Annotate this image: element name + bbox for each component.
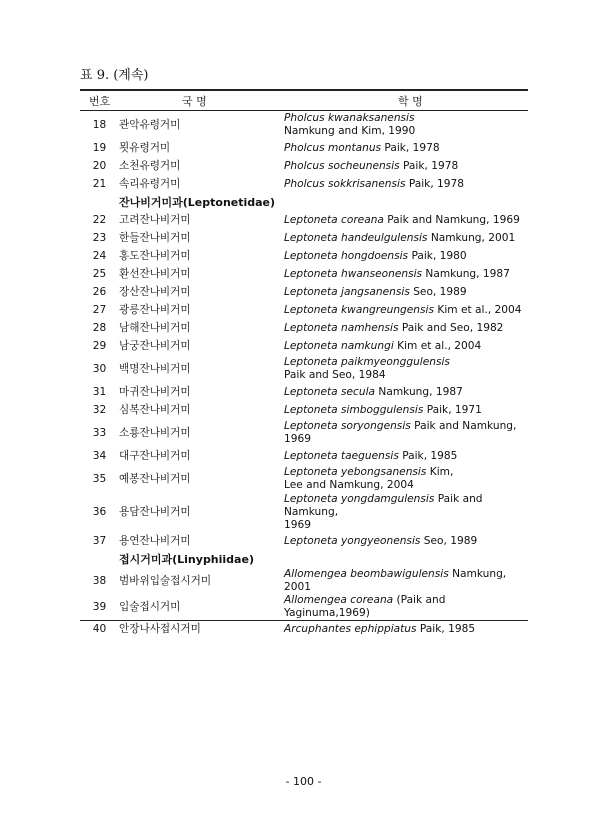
row-number: 37 — [92, 534, 107, 547]
scientific-name — [284, 175, 528, 193]
row-number: 21 — [92, 177, 107, 190]
species-binomial: Leptoneta yongyeonensis — [284, 534, 421, 547]
scientific-name — [284, 247, 528, 265]
table-row — [80, 493, 528, 532]
scientific-name — [284, 447, 528, 465]
scientific-name — [284, 419, 528, 447]
header-scientific-name: 학 명 — [398, 95, 423, 108]
scientific-name — [284, 139, 528, 157]
korean-name: 남해잔나비거미 — [119, 321, 191, 334]
scientific-name — [284, 265, 528, 283]
scientific-name — [284, 465, 528, 493]
row-number: 27 — [92, 303, 107, 316]
scientific-name — [284, 211, 528, 229]
species-binomial: Leptoneta coreana — [284, 213, 384, 226]
row-number: 26 — [92, 285, 107, 298]
species-binomial: Leptoneta handeulgulensis — [284, 231, 428, 244]
row-number: 23 — [92, 231, 107, 244]
scientific-name — [284, 493, 528, 532]
species-binomial: Leptoneta soryongensis — [284, 420, 411, 432]
species-table — [80, 111, 528, 638]
species-authority: Namkung, 2001 — [284, 568, 507, 593]
table-row — [80, 283, 528, 301]
korean-name: 관악유령거미 — [119, 118, 181, 131]
family-row — [80, 550, 528, 568]
family-name: 잔나비거미과(Leptonetidae) — [119, 195, 276, 209]
table-row — [80, 301, 528, 319]
table-bottom-rule — [80, 620, 528, 621]
species-binomial: Pholcus socheunensis — [284, 159, 400, 172]
species-authority: 1969 — [284, 433, 311, 445]
species-binomial: Pholcus montanus — [284, 141, 382, 154]
row-number: 25 — [92, 267, 107, 280]
scientific-name — [284, 383, 528, 401]
row-number: 24 — [92, 249, 107, 262]
species-authority: Paik, 1985 — [398, 449, 458, 462]
table-caption: 표 9. (계속) — [80, 68, 149, 83]
scientific-name — [284, 620, 528, 638]
korean-name: 대구잔나비거미 — [119, 449, 191, 462]
table-header — [80, 92, 528, 109]
korean-name: 소천유령거미 — [119, 159, 181, 172]
species-binomial: Leptoneta kwangreungensis — [284, 303, 434, 316]
table-row — [80, 532, 528, 550]
scientific-name — [284, 229, 528, 247]
table-row — [80, 337, 528, 355]
korean-name: 예봉잔나비거미 — [119, 472, 191, 485]
species-binomial: Leptoneta namhensis — [284, 321, 399, 334]
page-number: - 100 - — [285, 775, 322, 788]
korean-name: 장산잔나비거미 — [119, 285, 191, 298]
korean-name: 백명잔나비거미 — [119, 362, 191, 375]
table-top-rule — [80, 89, 528, 91]
table-row — [80, 319, 528, 337]
species-authority: Kim et al., 2004 — [393, 339, 482, 352]
species-binomial: Leptoneta hwanseonensis — [284, 267, 423, 280]
species-authority: (Paik and Yaginuma,1969) — [284, 594, 446, 619]
scientific-name — [284, 594, 528, 620]
scientific-name — [284, 532, 528, 550]
table-row — [80, 265, 528, 283]
species-binomial: Leptoneta simboggulensis — [284, 403, 424, 416]
row-number: 33 — [92, 426, 107, 439]
table-row — [80, 211, 528, 229]
species-authority: Paik, 1980 — [408, 249, 467, 262]
korean-name: 범바위입술접시거미 — [119, 574, 212, 587]
korean-name: 입술접시거미 — [119, 600, 181, 613]
korean-name: 환선잔나비거미 — [119, 267, 191, 280]
row-number: 34 — [92, 449, 107, 462]
korean-name: 안장나사접시거미 — [119, 622, 201, 635]
species-binomial: Leptoneta jangsanensis — [284, 285, 410, 298]
table-row — [80, 568, 528, 594]
species-authority: 1969 — [284, 519, 311, 531]
scientific-name — [284, 401, 528, 419]
species-authority: Kim et al., 2004 — [434, 303, 522, 316]
species-authority: Seo, 1989 — [420, 534, 478, 547]
scientific-name — [284, 301, 528, 319]
row-number: 35 — [92, 472, 107, 485]
species-binomial: Arcuphantes ephippiatus — [284, 622, 417, 635]
scientific-name — [284, 283, 528, 301]
species-authority: Namkung, 2001 — [427, 231, 516, 244]
table-row — [80, 447, 528, 465]
scientific-name — [284, 337, 528, 355]
species-binomial: Leptoneta paikmyeonggulensis — [284, 356, 450, 368]
scientific-name — [284, 111, 528, 139]
species-binomial: Leptoneta taeguensis — [284, 449, 399, 462]
table-row — [80, 139, 528, 157]
species-binomial: Leptoneta secula — [284, 385, 376, 398]
table-row — [80, 247, 528, 265]
species-authority: Namkung, 1987 — [422, 267, 510, 280]
table-row — [80, 419, 528, 447]
row-number: 36 — [92, 506, 107, 518]
species-authority: Paik, 1978 — [405, 177, 465, 190]
korean-name: 남궁잔나비거미 — [119, 339, 191, 352]
row-number: 22 — [92, 213, 107, 226]
species-authority: Namkung and Kim, 1990 — [284, 125, 416, 137]
species-binomial: Allomengea coreana — [284, 594, 394, 606]
species-binomial: Pholcus sokkrisanensis — [284, 177, 406, 190]
family-name: 접시거미과(Linyphiidae) — [119, 552, 254, 566]
table-row — [80, 594, 528, 620]
korean-name: 속리유령거미 — [119, 177, 181, 190]
row-number: 30 — [92, 362, 107, 375]
row-number: 20 — [92, 159, 107, 172]
table-row — [80, 401, 528, 419]
row-number: 28 — [92, 321, 107, 334]
row-number — [80, 193, 119, 211]
row-number: 19 — [92, 141, 107, 154]
species-authority: Paik and Namkung, — [410, 420, 517, 432]
species-authority: Kim, — [426, 466, 454, 478]
korean-name: 홍도잔나비거미 — [119, 249, 191, 262]
scientific-name — [284, 157, 528, 175]
species-binomial: Leptoneta namkungi — [284, 339, 394, 352]
row-number: 29 — [92, 339, 107, 352]
korean-name: 마귀잔나비거미 — [119, 385, 191, 398]
table-row — [80, 355, 528, 383]
korean-name: 한들잔나비거미 — [119, 231, 191, 244]
species-authority: Paik and Seo, 1982 — [398, 321, 504, 334]
table-row — [80, 620, 528, 638]
row-number — [80, 550, 119, 568]
table-row — [80, 383, 528, 401]
species-binomial: Leptoneta yebongsanensis — [284, 466, 427, 478]
scientific-name — [284, 568, 528, 594]
header-number: 번호 — [89, 95, 111, 108]
species-authority: Paik, 1978 — [399, 159, 459, 172]
species-binomial: Allomengea beombawigulensis — [284, 568, 449, 580]
table-row — [80, 175, 528, 193]
header-korean-name: 국 명 — [182, 95, 207, 108]
table-row — [80, 465, 528, 493]
scientific-name — [284, 355, 528, 383]
species-authority: Paik and Namkung, 1969 — [383, 213, 520, 226]
species-binomial: Leptoneta yongdamgulensis — [284, 493, 435, 505]
species-authority: Paik, 1978 — [381, 141, 440, 154]
species-authority: Namkung, 1987 — [375, 385, 463, 398]
korean-name: 용연잔나비거미 — [119, 534, 191, 547]
korean-name: 용담잔나비거미 — [119, 506, 191, 518]
korean-name: 묏유령거미 — [119, 141, 171, 154]
korean-name: 소룡잔나비거미 — [119, 426, 191, 439]
korean-name: 광릉잔나비거미 — [119, 303, 191, 316]
table-row — [80, 157, 528, 175]
species-authority: Paik, 1971 — [423, 403, 482, 416]
species-binomial: Pholcus kwanaksanensis — [284, 112, 415, 124]
species-authority: Paik and Namkung, — [284, 493, 483, 518]
row-number: 32 — [92, 403, 107, 416]
table-row — [80, 229, 528, 247]
species-authority: Seo, 1989 — [409, 285, 467, 298]
scientific-name — [284, 319, 528, 337]
species-authority: Paik and Seo, 1984 — [284, 369, 386, 381]
species-authority: Paik, 1985 — [416, 622, 476, 635]
table-row — [80, 111, 528, 139]
row-number: 40 — [92, 622, 107, 635]
species-authority: Lee and Namkung, 2004 — [284, 479, 414, 491]
species-binomial: Leptoneta hongdoensis — [284, 249, 409, 262]
korean-name: 심복잔나비거미 — [119, 403, 191, 416]
family-row — [80, 193, 528, 211]
row-number: 31 — [92, 385, 107, 398]
row-number: 39 — [92, 600, 107, 613]
row-number: 38 — [92, 574, 107, 587]
row-number: 18 — [92, 118, 107, 131]
korean-name: 고려잔나비거미 — [119, 213, 191, 226]
